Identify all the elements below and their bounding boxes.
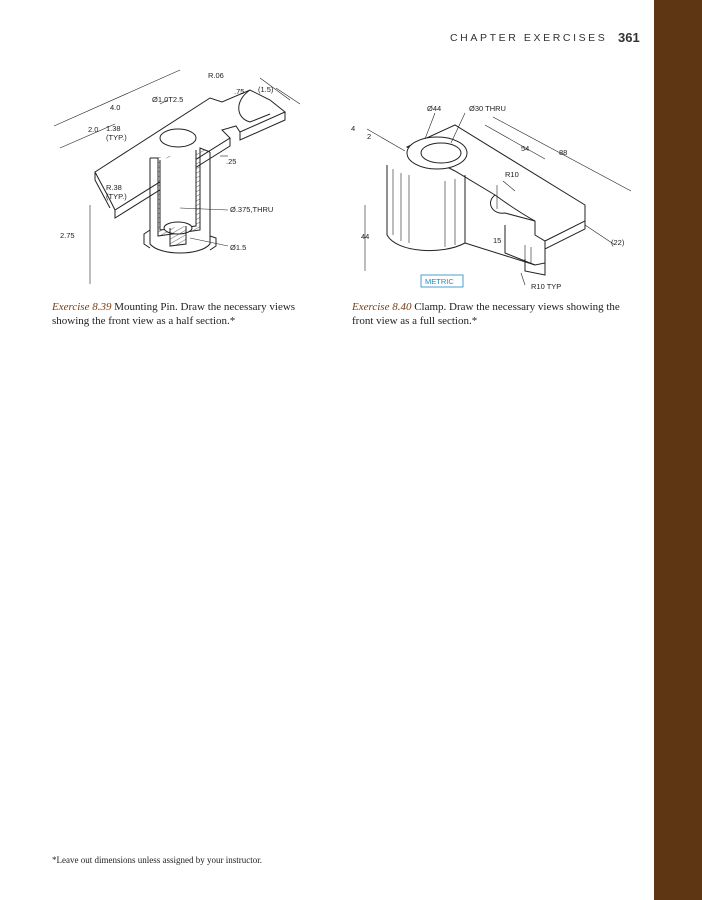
chapter-side-tab: [654, 0, 702, 900]
dim-025: .25: [226, 157, 237, 166]
caption-exercise-8-40: [352, 300, 642, 328]
dim-typ-2: (TYP.): [106, 192, 127, 201]
dim-4-0: 4.0: [110, 103, 121, 112]
dim-15-ref: (1.5): [258, 85, 274, 94]
dim-r10: R10: [505, 170, 519, 179]
dim-075: .75: [234, 87, 245, 96]
dim-2: 2: [367, 132, 372, 141]
caption-exercise-8-39: [52, 300, 324, 328]
dim-typ-1: (TYP.): [106, 133, 127, 142]
dim-2-0: 2.0: [88, 125, 99, 134]
exercise-8-39-text: Mounting Pin. Draw the necessary views showing the front view as a half section.*: [52, 301, 296, 327]
dim-88: 88: [559, 148, 568, 157]
running-head: CHAPTER EXERCISES: [450, 32, 608, 44]
dim-54: 54: [521, 144, 530, 153]
dim-4: 4: [351, 124, 356, 133]
dim-dia-30-thru: Ø30 THRU: [469, 104, 506, 113]
exercise-8-40-label: Exercise 8.40: [352, 301, 412, 313]
exercise-8-39-label: Exercise 8.39: [52, 301, 112, 313]
footnote: *Leave out dimensions unless assigned by your instructor.: [52, 855, 262, 865]
dim-dia-44: Ø44: [427, 104, 442, 113]
dim-r06: R.06: [208, 71, 224, 80]
dim-1-38: 1.38: [106, 124, 121, 133]
mounting-pin-drawing: [40, 60, 310, 290]
dim-22-ref: (22): [611, 238, 625, 247]
metric-label: METRIC: [425, 277, 454, 286]
figure-clamp: [345, 95, 645, 295]
dim-44: 44: [361, 232, 370, 241]
dim-dia-1-5: Ø1.5: [230, 243, 247, 252]
dim-bore-dia: Ø1.0T2.5: [152, 95, 184, 104]
dim-r10-typ: R10 TYP: [531, 282, 562, 291]
dim-15: 15: [493, 236, 502, 245]
dim-r38: R.38: [106, 183, 122, 192]
page-number: 361: [618, 30, 640, 45]
clamp-drawing: [345, 95, 645, 295]
dim-2-75: 2.75: [60, 231, 75, 240]
exercise-8-40-text: Clamp. Draw the necessary views showing the front view as a full section.*: [352, 301, 620, 327]
figure-mounting-pin: [40, 60, 310, 290]
dim-hole-dia: Ø.375,THRU: [230, 205, 274, 214]
